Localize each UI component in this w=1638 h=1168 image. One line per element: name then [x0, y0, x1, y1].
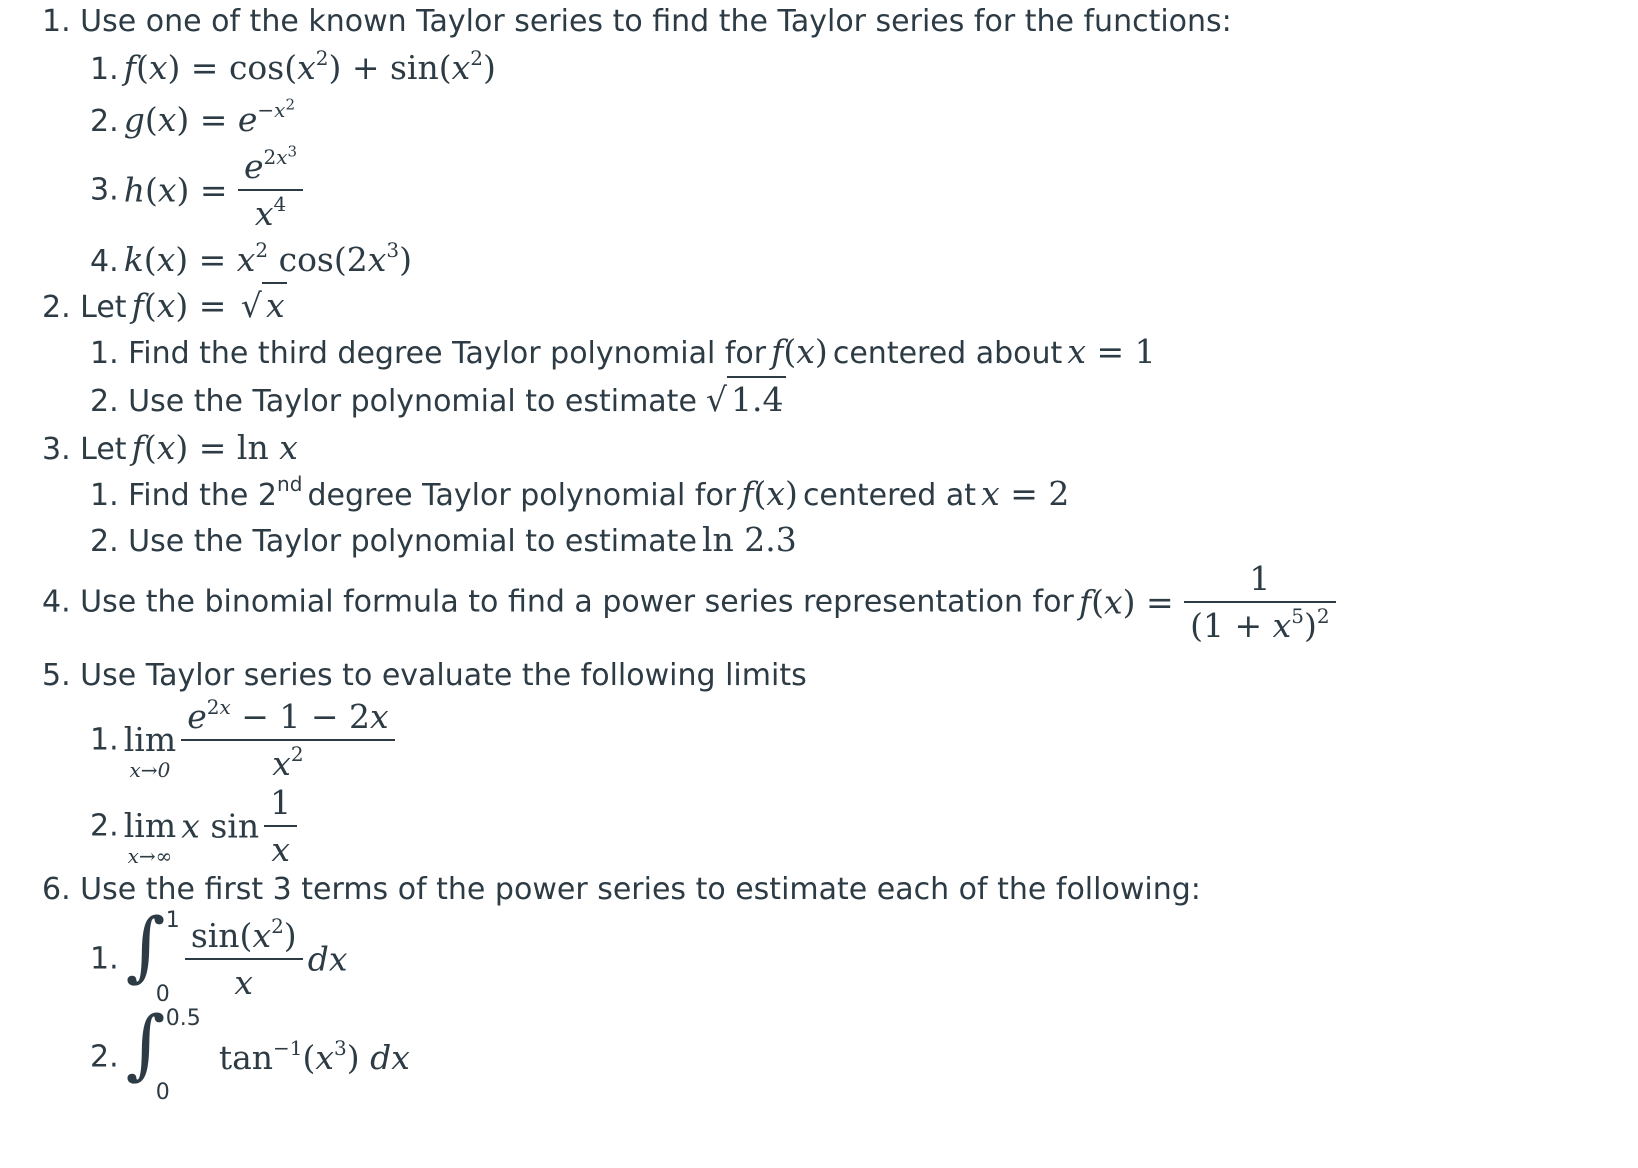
q6-heading: 6. Use the first 3 terms of the power series to estimate each of the following:	[42, 872, 1201, 907]
q2-item-1: 1. Find the third degree Taylor polynomial for f(x) centered about x = 1	[90, 332, 1156, 371]
q1-item-3-fraction: $\frac{e^{2x^3}}{x^4}$	[238, 150, 303, 230]
q3-item-1: 1. Find the 2nd degree Taylor polynomial for f(x) centered at x = 2	[90, 472, 1070, 513]
q4-heading: 4. Use the binomial formula to find a power series representation for f(x) = $\frac{1}{(1 + x^5)^2}$	[42, 562, 1336, 642]
q3-formula: f(x) = ln x	[131, 428, 298, 467]
q1-item-2: 2. $g(x) = e^{-x^2}$	[90, 95, 295, 139]
q6-item-2-integral-sign: ∫ 0.5 0	[125, 999, 201, 1105]
q1-item-3-formula: h(x) =	[123, 170, 238, 210]
q6-item-1: 1. ∫ 1 0 $\frac{\sin(x^2)}{x}$ dx	[90, 901, 348, 1007]
q2-heading: 2. Let f(x) = √ x	[42, 286, 287, 325]
q6-item-1-integral-sign: ∫ 1 0	[125, 901, 180, 1007]
q4-fraction: $\frac{1}{(1 + x^5)^2}$	[1184, 562, 1335, 642]
q3-heading: 3. Let f(x) = ln x	[42, 428, 298, 467]
q5-item-1-fraction: $\frac{e^{2x} - 1 - 2x}{x^2}$	[181, 700, 394, 780]
q5-item-1-limit: lim x→0	[123, 719, 177, 782]
q3-item-2: 2. Use the Taylor polynomial to estimate ln 2.3	[90, 520, 797, 559]
q5-item-2-fraction: $\frac{1}{x}$	[264, 786, 297, 866]
q1-item-4: 4. $k(x) = x^2$ $\cos(2x^3)$	[90, 238, 412, 279]
q1-item-3: 3. h(x) = $\frac{e^{2x^3}}{x^4}$	[90, 150, 303, 230]
q2-sqrt-value: √ 1.4	[702, 380, 786, 419]
q5-item-2: 2. lim x→∞ x sin $\frac{1}{x}$	[90, 786, 297, 866]
q1-item-1: 1. $f(x) = \cos(x^2) + \sin(x^2)$	[90, 46, 496, 87]
q1-heading: 1. Use one of the known Taylor series to find the Taylor series for the functions:	[42, 4, 1232, 39]
q6-item-1-fraction: $\frac{\sin(x^2)}{x}$	[185, 919, 303, 999]
q1-item-2-formula: $g(x) = e^{-x^2}$	[123, 95, 295, 139]
q6-item-2: 2. ∫ 0.5 0 $\tan^{-1}(x^3)$ dx	[90, 999, 410, 1105]
q3-ln-value: ln 2.3	[702, 520, 797, 559]
q5-item-1: 1. lim x→0 $\frac{e^{2x} - 1 - 2x}{x^2}$	[90, 700, 395, 780]
q1-item-4-formula: $k(x) = x^2$ $\cos(2x^3)$	[123, 238, 412, 279]
q1-item-1-formula: $f(x) = \cos(x^2) + \sin(x^2)$	[123, 46, 496, 87]
q2-formula: f(x) = √ x	[132, 286, 287, 325]
q6-item-2-integrand: $\tan^{-1}(x^3)$ dx	[218, 1035, 410, 1077]
q2-item-2: 2. Use the Taylor polynomial to estimate √ 1.4	[90, 380, 786, 419]
q5-heading: 5. Use Taylor series to evaluate the following limits	[42, 658, 807, 693]
q5-item-2-limit: lim x→∞	[123, 805, 177, 868]
